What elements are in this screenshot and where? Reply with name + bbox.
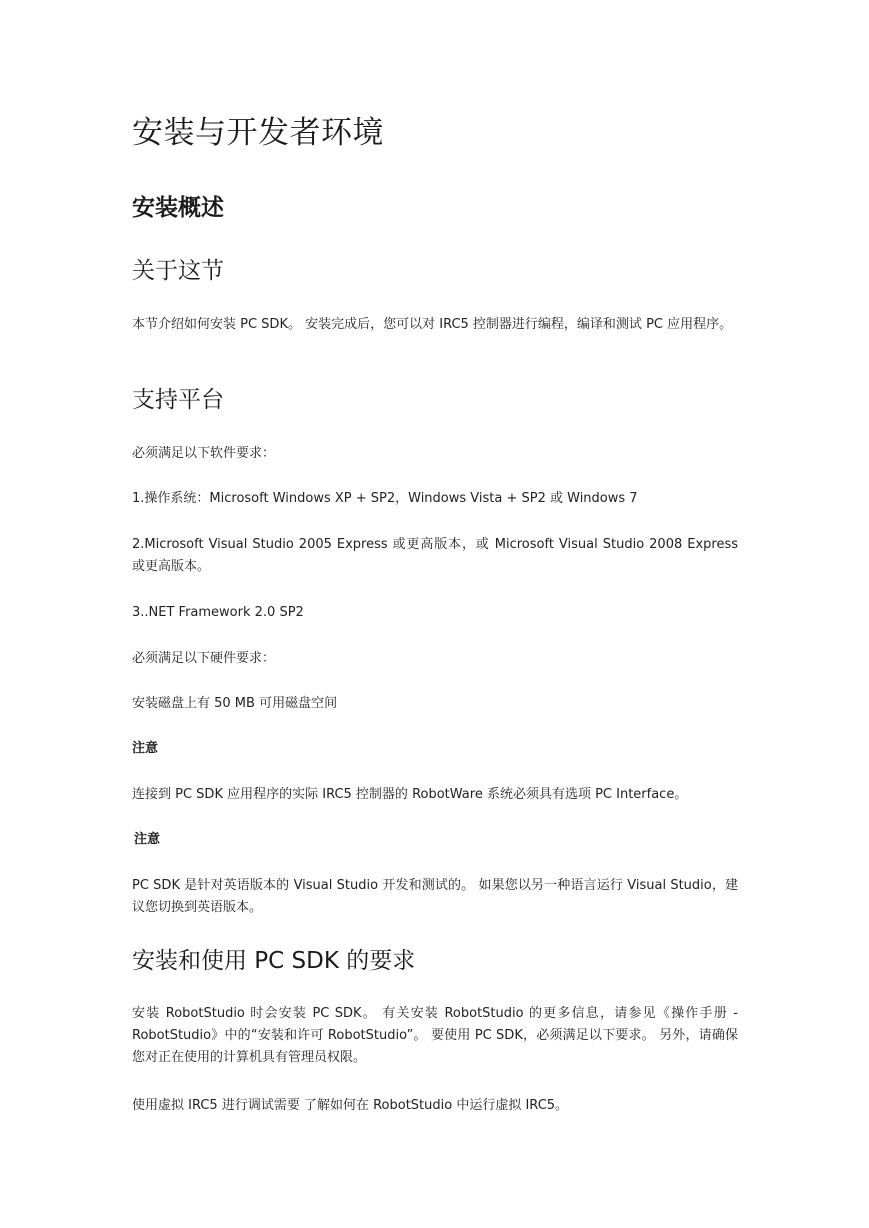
section-heading-overview: 安装概述 [132, 195, 224, 221]
page-title: 安装与开发者环境 [132, 115, 384, 151]
about-paragraph: 本节介绍如何安装 PC SDK。 安装完成后，您可以对 IRC5 控制器进行编程，编译和测试 PC 应用程序。 [132, 317, 733, 332]
note-pc-interface: 连接到 PC SDK 应用程序的实际 IRC5 控制器的 RobotWare 系统必须具有选项 PC Interface。 [132, 787, 688, 802]
note-label: 注意 [134, 832, 161, 847]
requirement-disk-space: 安装磁盘上有 50 MB 可用磁盘空间 [132, 696, 338, 711]
note-label: 注意 [132, 741, 159, 756]
requirements-paragraph: 安装 RobotStudio 时会安装 PC SDK。 有关安装 RobotStudio 的更多信息，请参见《操作手册 -RobotStudio》中的“安装和许可 RobotStudio”。 要使用 PC SDK，必须满足以下要求。 另外，请确保您对正在使用的计算机具有管理员权限。 [132, 1006, 738, 1065]
requirement-visual-studio: 2.Microsoft Visual Studio 2005 Express 或更高版本，或 Microsoft Visual Studio 2008 Express 或更高版本。 [132, 537, 738, 574]
software-requirements-intro: 必须满足以下软件要求： [132, 446, 276, 461]
requirement-dotnet: 3..NET Framework 2.0 SP2 [132, 605, 304, 620]
requirement-os: 1.操作系统：Microsoft Windows XP + SP2，Windows Vista + SP2 或 Windows 7 [132, 491, 638, 506]
subsection-heading-requirements: 安装和使用 PC SDK 的要求 [132, 948, 416, 974]
subsection-heading-about: 关于这节 [132, 258, 224, 284]
subsection-heading-platforms: 支持平台 [132, 387, 224, 413]
virtual-irc5-paragraph: 使用虚拟 IRC5 进行调试需要 了解如何在 RobotStudio 中运行虚拟 IRC5。 [132, 1098, 569, 1113]
note-english-version: PC SDK 是针对英语版本的 Visual Studio 开发和测试的。 如果您以另一种语言运行 Visual Studio，建议您切换到英语版本。 [132, 878, 738, 915]
hardware-requirements-intro: 必须满足以下硬件要求： [132, 651, 276, 666]
